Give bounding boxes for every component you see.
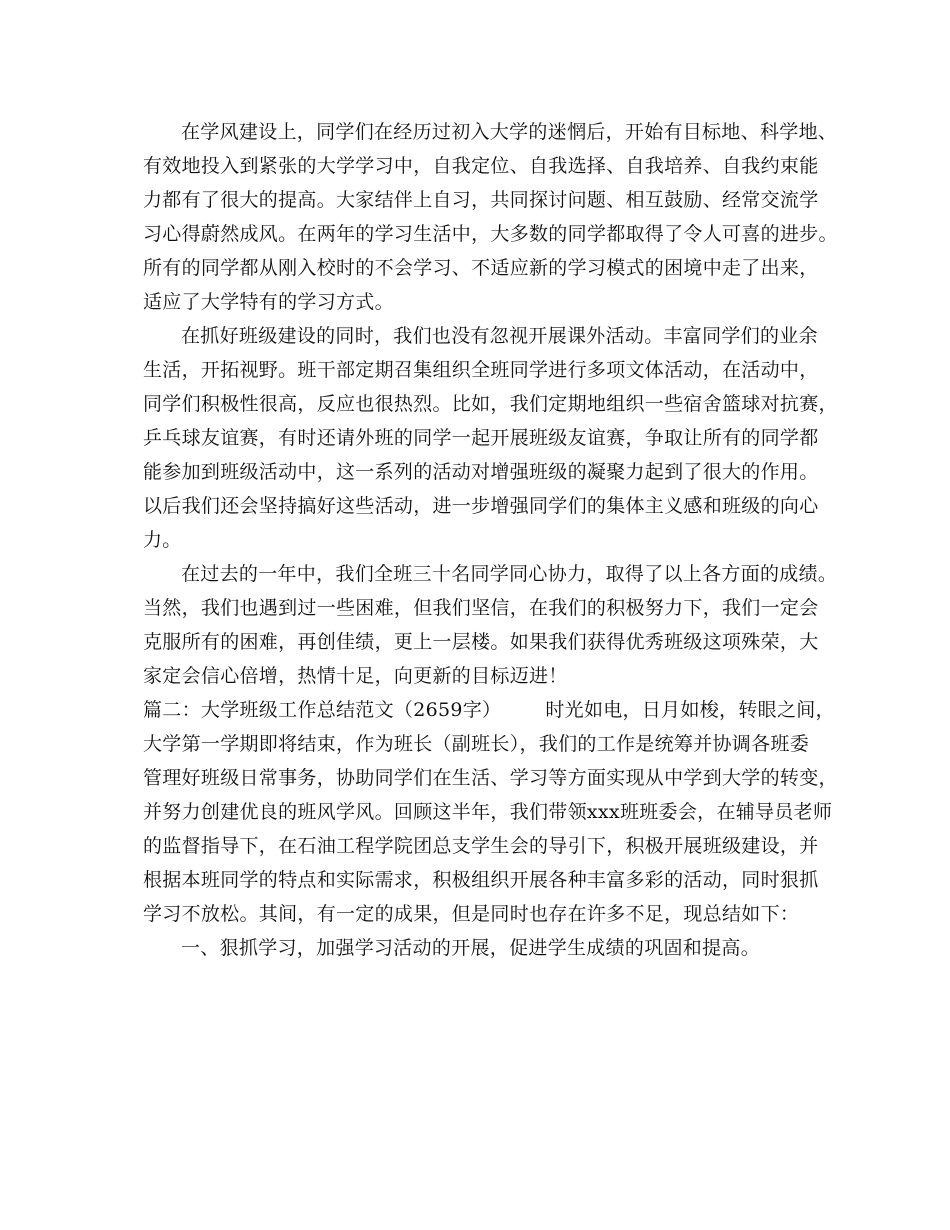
paragraph-4-line-1: 时光如电，日月如梭，转眼之间， — [545, 699, 835, 721]
paragraph-4-line-5: 的监督指导下，在石油工程学院团总支学生会的导引下，积极开展班级建设，并 — [143, 835, 819, 857]
paragraph-2-line-5: 能参加到班级活动中，这一系列的活动对增强班级的凝聚力起到了很大的作用。 — [143, 461, 819, 483]
paragraph-1-line-4: 习心得蔚然成风。在两年的学习生活中，大多数的同学都取得了令人可喜的进步。 — [143, 223, 838, 245]
section-heading-line — [143, 697, 835, 723]
paragraph-2-line-3: 同学们积极性很高，反应也很热烈。比如，我们定期地组织一些宿舍篮球对抗赛， — [143, 393, 838, 415]
paragraph-3-line-2: 当然，我们也遇到过一些困难，但我们坚信，在我们的积极努力下，我们一定会 — [143, 597, 819, 619]
paragraph-2-line-6: 以后我们还会坚持搞好这些活动，进一步增强同学们的集体主义感和班级的向心 — [143, 495, 819, 517]
paragraph-2-line-7: 力。 — [143, 529, 182, 551]
paragraph-1-line-2: 有效地投入到紧张的大学学习中，自我定位、自我选择、自我培养、自我约束能 — [143, 155, 819, 177]
paragraph-1-line-5: 所有的同学都从刚入校时的不会学习、不适应新的学习模式的困境中走了出来， — [143, 257, 819, 279]
section-heading: 篇二：大学班级工作总结范文（2659字） — [143, 699, 502, 721]
paragraph-1-line-1: 在学风建设上，同学们在经历过初入大学的迷惘后，开始有目标地、科学地、 — [181, 121, 838, 143]
paragraph-1-line-6: 适应了大学特有的学习方式。 — [143, 291, 394, 313]
paragraph-2-line-2: 生活，开拓视野。班干部定期召集组织全班同学进行多项文体活动，在活动中， — [143, 359, 819, 381]
paragraph-4-line-7: 学习不放松。其间，有一定的成果，但是同时也存在许多不足，现总结如下： — [143, 903, 800, 925]
paragraph-4-line-4: 并努力创建优良的班风学风。回顾这半年，我们带领xxx班班委会，在辅导员老师 — [143, 801, 833, 823]
paragraph-3-line-3: 克服所有的困难，再创佳绩，更上一层楼。如果我们获得优秀班级这项殊荣，大 — [143, 631, 819, 653]
paragraph-4-line-2: 大学第一学期即将结束，作为班长（副班长），我们的工作是统筹并协调各班委 — [143, 733, 810, 755]
paragraph-3-line-1: 在过去的一年中，我们全班三十名同学同心协力，取得了以上各方面的成绩。 — [181, 563, 838, 585]
paragraph-3-line-4: 家定会信心倍增，热情十足，向更新的目标迈进！ — [143, 665, 568, 687]
subheading-1: 一、狠抓学习，加强学习活动的开展，促进学生成绩的巩固和提高。 — [181, 937, 761, 959]
paragraph-2-line-1: 在抓好班级建设的同时，我们也没有忽视开展课外活动。丰富同学们的业余 — [181, 325, 818, 347]
paragraph-2-line-4: 乒乓球友谊赛，有时还请外班的同学一起开展班级友谊赛，争取让所有的同学都 — [143, 427, 819, 449]
paragraph-4-line-3: 管理好班级日常事务，协助同学们在生活、学习等方面实现从中学到大学的转变， — [143, 767, 838, 789]
paragraph-1-line-3: 力都有了很大的提高。大家结伴上自习，共同探讨问题、相互鼓励、经常交流学 — [143, 189, 819, 211]
paragraph-4-line-6: 根据本班同学的特点和实际需求，积极组织开展各种丰富多彩的活动，同时狠抓 — [143, 869, 819, 891]
